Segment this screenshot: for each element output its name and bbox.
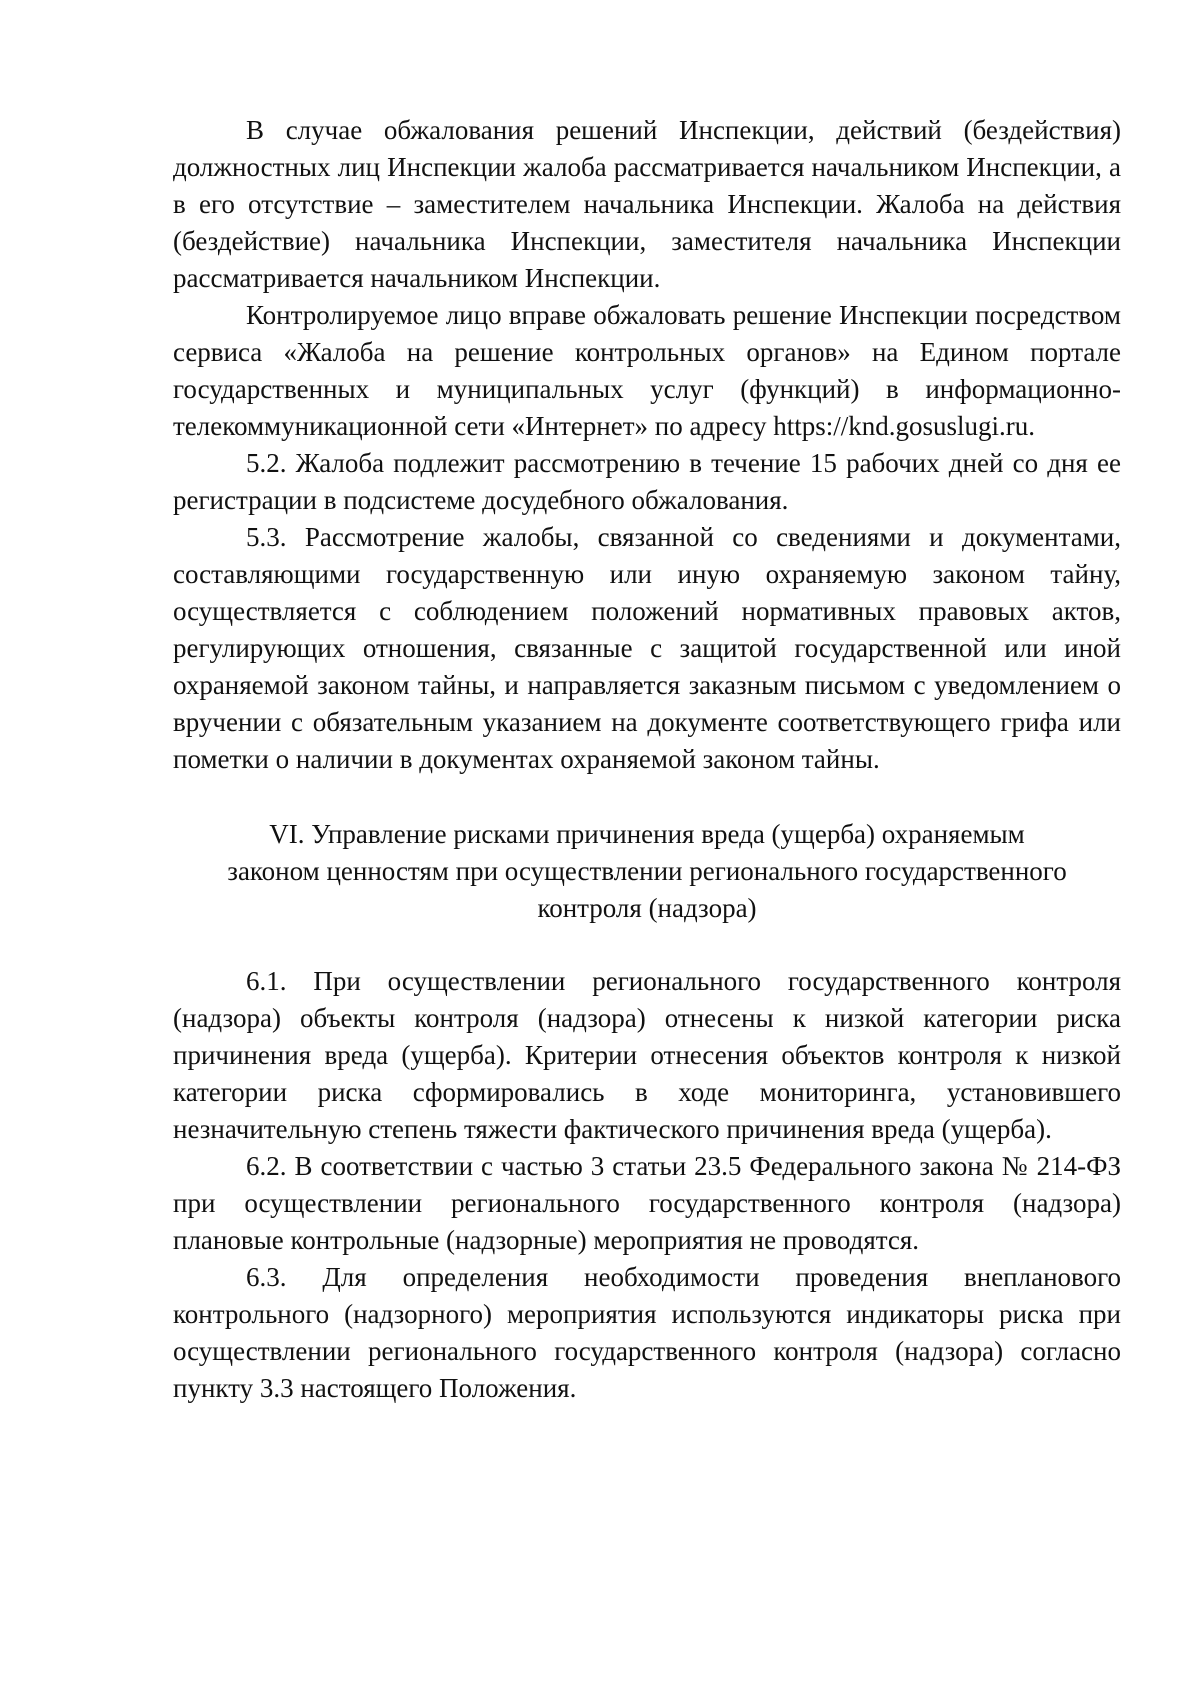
paragraph-6-3: 6.3. Для определения необходимости проведения внепланового контрольного (надзорного) мероприятия используются индикаторы риска при осуществлении регионального государственного контроля (надзора) согласно пункту 3.3 настоящего Положения. (173, 1262, 1121, 1403)
paragraph-6-2: 6.2. В соответствии с частью 3 статьи 23.5 Федерального закона № 214-ФЗ при осуществлении регионального государственного контроля (надзора) плановые контрольные (надзорные) мероприятия не проводятся. (173, 1151, 1121, 1255)
section-heading-vi (173, 816, 1121, 927)
paragraph-appeal-review: В случае обжалования решений Инспекции, действий (бездействия) должностных лиц Инспекции жалоба рассматривается начальником Инспекции, а в его отсутствие – заместителем начальника Инспекции. Жалоба на действия (бездействие) начальника Инспекции, заместителя начальника Инспекции рассматривается начальником Инспекции. (173, 115, 1121, 293)
section-heading-line-2: законом ценностям при осуществлении регионального государственного (227, 856, 1067, 886)
paragraph-5-3: 5.3. Рассмотрение жалобы, связанной со сведениями и документами, составляющими государственную или иную охраняемую законом тайну, осуществляется с соблюдением положений нормативных правовых актов, регулирующих отношения, связанные с защитой государственной или иной охраняемой законом тайны, и направляется заказным письмом с уведомлением о вручении с обязательным указанием на документе соответствующего грифа или пометки о наличии в документах охраняемой законом тайны. (173, 522, 1121, 774)
paragraph-5-2: 5.2. Жалоба подлежит рассмотрению в течение 15 рабочих дней со дня ее регистрации в подсистеме досудебного обжалования. (173, 448, 1121, 515)
document-page (173, 112, 1121, 1407)
section-heading-line-1: VI. Управление рисками причинения вреда (ущерба) охраняемым (269, 819, 1025, 849)
paragraph-appeal-service: Контролируемое лицо вправе обжаловать решение Инспекции посредством сервиса «Жалоба на решение контрольных органов» на Едином портале государственных и муниципальных услуг (функций) в информационно-телекоммуникационной сети «Интернет» по адресу https://knd.gosuslugi.ru. (173, 300, 1121, 441)
section-heading-line-3: контроля (надзора) (537, 893, 757, 923)
paragraph-6-1: 6.1. При осуществлении регионального государственного контроля (надзора) объекты контроля (надзора) отнесены к низкой категории риска причинения вреда (ущерба). Критерии отнесения объектов контроля к низкой категории риска сформировались в ходе мониторинга, установившего незначительную степень тяжести фактического причинения вреда (ущерба). (173, 966, 1121, 1144)
